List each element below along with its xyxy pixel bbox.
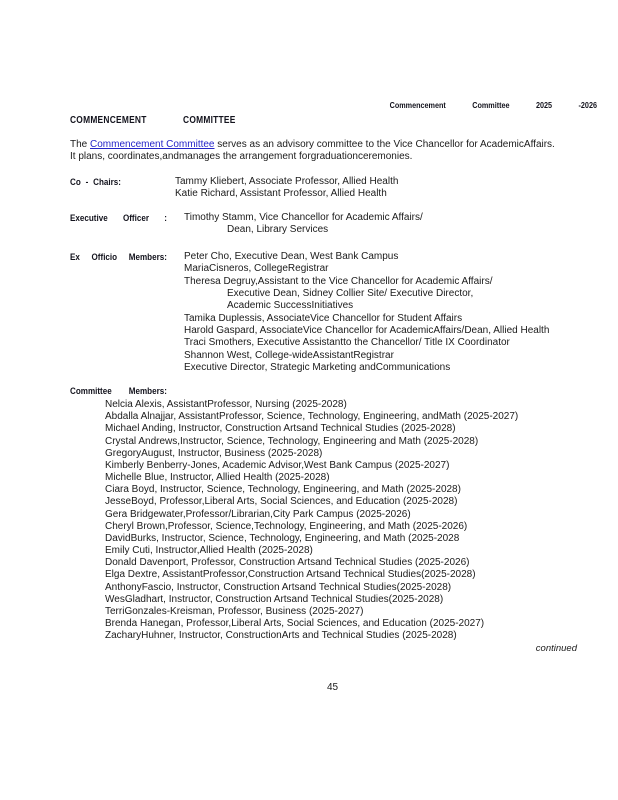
co-chairs-entries bbox=[175, 176, 398, 201]
ex-officio-entries bbox=[184, 251, 549, 374]
committee-members-label bbox=[70, 385, 167, 397]
member-entry: Nelcia Alexis, AssistantProfessor, Nursing (2025-2028) bbox=[105, 399, 347, 411]
intro-pre-link: The bbox=[70, 139, 91, 150]
ex-officio-label bbox=[70, 251, 167, 263]
person-entry-continuation: Executive Dean, Sidney Collier Site/ Executive Director, bbox=[227, 288, 474, 300]
document-body bbox=[70, 176, 610, 654]
person-entry: Shannon West, College-wideAssistantRegistrar bbox=[184, 349, 394, 361]
continued-note: continued bbox=[535, 643, 577, 655]
section-executive-officer bbox=[70, 212, 610, 237]
member-entry: Kimberly Benberry-Jones, Academic Advisor,West Bank Campus (2025-2027) bbox=[105, 459, 450, 471]
member-entry: WesGladhart, Instructor, Construction Artsand Technical Studies(2025-2028) bbox=[105, 593, 444, 605]
person-entry: Katie Richard, Assistant Professor, Allied Health bbox=[175, 188, 387, 200]
label-word: Officio bbox=[91, 252, 118, 264]
person-entry-continuation: Dean, Library Services bbox=[227, 223, 329, 235]
member-entry: Gera Bridgewater,Professor/Librarian,City Park Campus (2025-2026) bbox=[105, 508, 411, 520]
member-entry: Elga Dextre, AssistantProfessor,Construction Artsand Technical Studies(2025-2028) bbox=[105, 569, 476, 581]
person-entry: Executive Director, Strategic Marketing andCommunications bbox=[184, 361, 451, 373]
running-header-word: -2026 bbox=[578, 100, 597, 110]
person-entry: Tammy Kliebert, Associate Professor, Allied Health bbox=[175, 176, 399, 187]
person-entry: Tamika Duplessis, AssociateVice Chancellor for Student Affairs bbox=[184, 312, 463, 324]
member-entry: Abdalla Alnajjar, AssistantProfessor, Science, Technology, Engineering, andMath (2025-2027) bbox=[105, 411, 519, 423]
person-entry: MariaCisneros, CollegeRegistrar bbox=[184, 263, 329, 275]
member-entry: DavidBurks, Instructor, Science, Technology, Engineering, and Math (2025-2028 bbox=[105, 532, 460, 544]
person-entry-continuation: Academic SuccessInitiatives bbox=[227, 300, 354, 312]
member-entry: AnthonyFascio, Instructor, Construction Artsand Technical Studies(2025-2028) bbox=[105, 581, 452, 593]
section-ex-officio bbox=[70, 251, 610, 374]
committee-members-list bbox=[105, 399, 610, 642]
member-entry: Ciara Boyd, Instructor, Science, Technology, Engineering, and Math (2025-2028) bbox=[105, 484, 461, 496]
running-header-word: Commencement bbox=[389, 100, 446, 110]
person-entry: Harold Gaspard, AssociateVice Chancellor for AcademicAffairs/Dean, Allied Health bbox=[184, 324, 550, 336]
running-header bbox=[390, 100, 597, 110]
member-entry: Donald Davenport, Professor, Construction Artsand Technical Studies (2025-2026) bbox=[105, 557, 470, 569]
member-entry: Cheryl Brown,Professor, Science,Technology, Engineering, and Math (2025-2026) bbox=[105, 520, 468, 532]
label-word: Chairs: bbox=[93, 177, 121, 188]
executive-officer-entries bbox=[184, 212, 423, 237]
label-word: Co bbox=[70, 177, 81, 188]
member-entry: GregoryAugust, Instructor, Business (2025-2028) bbox=[105, 447, 323, 459]
section-label bbox=[70, 176, 175, 201]
person-entry: Timothy Stamm, Vice Chancellor for Academic Affairs/ bbox=[184, 211, 423, 223]
page-number: 45 bbox=[326, 682, 339, 693]
person-entry: Traci Smothers, Executive Assistantto the Chancellor/ Title IX Coordinator bbox=[184, 337, 510, 349]
intro-line-1 bbox=[70, 139, 610, 151]
person-entry: Theresa Degruy,Assistant to the Vice Chancellor for Academic Affairs/ bbox=[184, 275, 493, 287]
label-word: Members: bbox=[128, 252, 167, 264]
co-chairs-label bbox=[70, 176, 121, 188]
commencement-committee-link[interactable]: Commencement Committee bbox=[90, 139, 215, 150]
page-title bbox=[70, 114, 236, 126]
label-word: Ex bbox=[70, 252, 80, 264]
label-word: : bbox=[164, 212, 167, 224]
label-word: Members: bbox=[128, 386, 167, 398]
label-word: Committee bbox=[70, 386, 112, 398]
label-word: Executive bbox=[70, 212, 108, 224]
section-co-chairs bbox=[70, 176, 610, 201]
intro-paragraph bbox=[70, 139, 610, 162]
member-entry: Brenda Hanegan, Professor,Liberal Arts, Social Sciences, and Education (2025-2027) bbox=[105, 617, 485, 629]
member-entry: Michelle Blue, Instructor, Allied Health (2025-2028) bbox=[105, 472, 330, 484]
running-header-word: 2025 bbox=[535, 100, 553, 110]
member-entry: Emily Cuti, Instructor,Allied Health (2025-2028) bbox=[105, 545, 313, 557]
section-label bbox=[70, 251, 184, 374]
member-entry: ZacharyHuhner, Instructor, ConstructionArts and Technical Studies (2025-2028) bbox=[105, 630, 457, 642]
label-word: - bbox=[85, 177, 89, 188]
executive-officer-label bbox=[70, 212, 167, 224]
running-header-word: Committee bbox=[472, 100, 510, 110]
member-entry: Crystal Andrews,Instructor, Science, Technology, Engineering and Math (2025-2028) bbox=[105, 435, 479, 447]
intro-line-2: It plans, coordinates,andmanages the arrangement forgraduationceremonies. bbox=[70, 150, 413, 162]
committee-members-header bbox=[70, 385, 610, 397]
page-title-word: COMMITTEE bbox=[183, 114, 236, 126]
member-entry: JesseBoyd, Professor,Liberal Arts, Social Sciences, and Education (2025-2028) bbox=[105, 496, 458, 508]
person-entry: Peter Cho, Executive Dean, West Bank Campus bbox=[184, 251, 399, 263]
intro-line-1-rest: serves as an advisory committee to the Vice Chancellor for AcademicAffairs. bbox=[214, 139, 555, 150]
section-label bbox=[70, 212, 184, 237]
page-title-word: COMMENCEMENT bbox=[70, 114, 147, 126]
label-word: Officer bbox=[122, 212, 149, 224]
member-entry: TerriGonzales-Kreisman, Professor, Business (2025-2027) bbox=[105, 605, 364, 617]
member-entry: Michael Anding, Instructor, Construction Artsand Technical Studies (2025-2028) bbox=[105, 423, 456, 435]
